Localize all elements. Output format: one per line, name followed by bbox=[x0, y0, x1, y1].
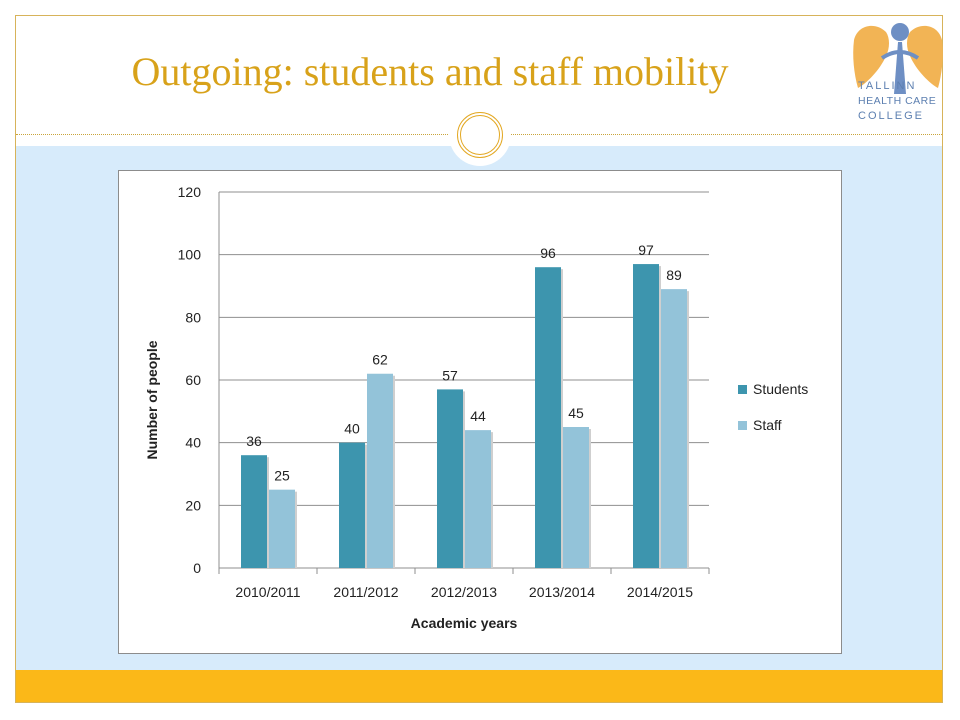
bar-students bbox=[633, 264, 659, 568]
x-tick-label: 2013/2014 bbox=[528, 584, 596, 600]
bar-data-label: 97 bbox=[638, 242, 654, 259]
y-tick-label: 0 bbox=[193, 560, 201, 576]
slide-title: Outgoing: students and staff mobility bbox=[131, 49, 729, 94]
bar-staff bbox=[367, 374, 393, 568]
legend-label-students: Students bbox=[753, 381, 809, 397]
logo-head bbox=[891, 23, 909, 41]
bar-students bbox=[535, 267, 561, 568]
bar-data-label: 57 bbox=[442, 367, 458, 384]
bar-staff bbox=[269, 490, 295, 568]
legend-swatch-students bbox=[738, 385, 747, 394]
bar-data-label: 40 bbox=[344, 420, 360, 437]
bar-data-label: 44 bbox=[470, 408, 486, 425]
y-tick-label: 40 bbox=[185, 434, 201, 451]
y-axis-title: Number of people bbox=[144, 340, 160, 460]
bar-chart bbox=[119, 171, 841, 653]
decorative-ring-inner bbox=[457, 112, 503, 158]
bar-data-label: 25 bbox=[274, 467, 290, 484]
bar-data-label: 36 bbox=[246, 433, 262, 450]
x-tick-label: 2012/2013 bbox=[430, 584, 498, 600]
bar-students bbox=[339, 443, 365, 568]
bar-data-label: 96 bbox=[540, 245, 556, 262]
legend-label-staff: Staff bbox=[753, 417, 782, 433]
bar-staff bbox=[465, 430, 491, 568]
chart-container bbox=[118, 170, 842, 654]
legend-swatch-staff bbox=[738, 421, 747, 430]
x-tick-label: 2010/2011 bbox=[235, 584, 301, 600]
x-tick-label: 2014/2015 bbox=[626, 584, 694, 600]
bar-data-label: 89 bbox=[666, 267, 682, 284]
logo-text-line-3: COLLEGE bbox=[858, 110, 924, 122]
y-tick-label: 60 bbox=[185, 372, 201, 388]
logo-text-line-1: TALLINN bbox=[858, 80, 917, 92]
bar-data-label: 62 bbox=[372, 351, 388, 368]
bar-staff bbox=[661, 289, 687, 568]
y-tick-label: 120 bbox=[177, 184, 201, 200]
x-tick-label: 2011/2012 bbox=[333, 584, 399, 600]
y-tick-label: 80 bbox=[185, 309, 201, 326]
bar-data-label: 45 bbox=[568, 405, 584, 421]
bar-students bbox=[241, 455, 267, 568]
bar-staff bbox=[563, 427, 589, 568]
y-tick-label: 100 bbox=[177, 246, 201, 263]
y-tick-label: 20 bbox=[185, 497, 201, 514]
bottom-band bbox=[16, 670, 942, 702]
logo-text-line-2: HEALTH CARE bbox=[858, 95, 937, 107]
x-axis-title: Academic years bbox=[410, 615, 518, 631]
bar-students bbox=[437, 389, 463, 568]
